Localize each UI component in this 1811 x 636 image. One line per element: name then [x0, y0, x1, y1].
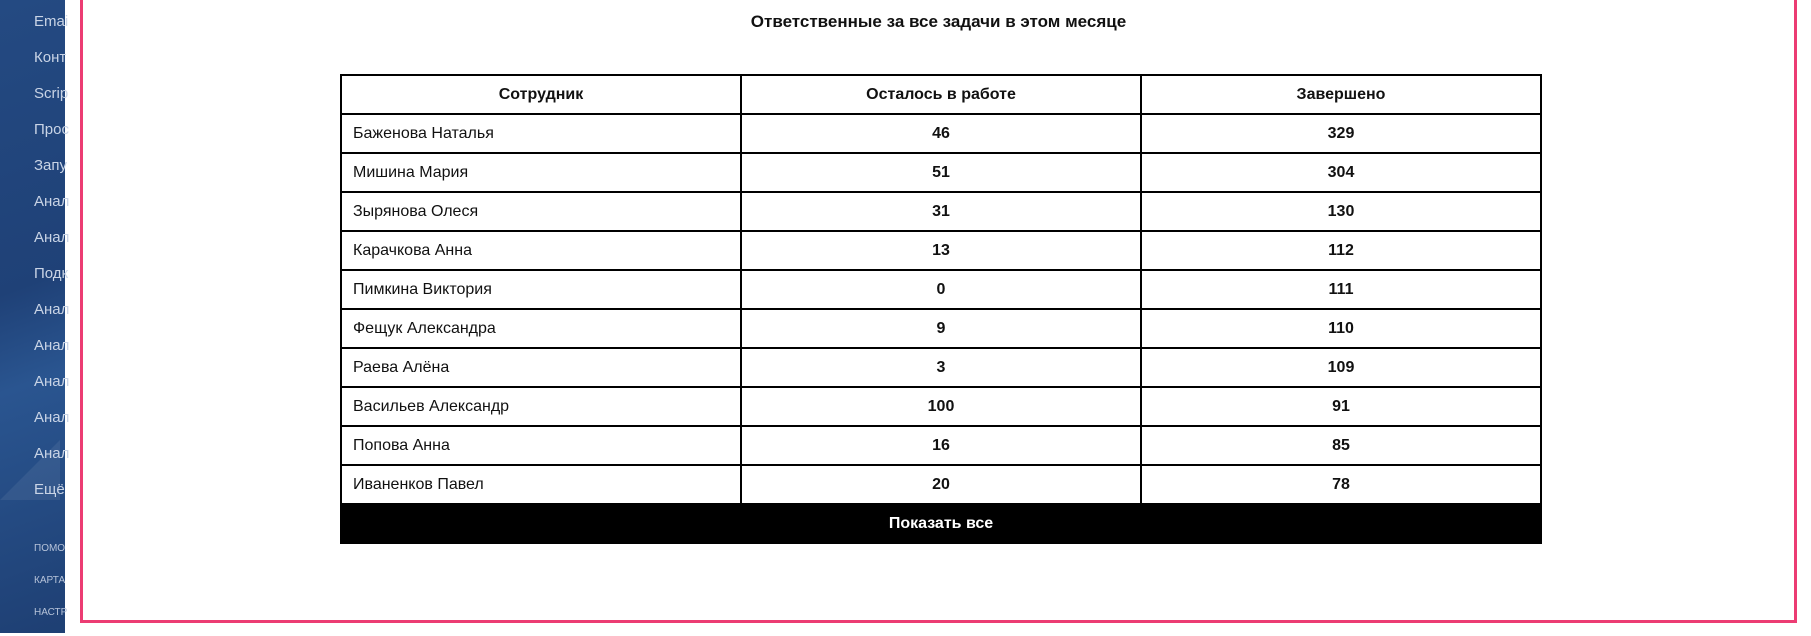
- sidebar-item-contacts[interactable]: Конт: [34, 49, 67, 66]
- done-count: 110: [1141, 309, 1541, 348]
- table-row: [341, 426, 1541, 465]
- table-row: [341, 153, 1541, 192]
- sidebar-menu: [34, 10, 69, 514]
- sidebar-footer-item-settings[interactable]: НАСТР: [34, 607, 68, 618]
- sidebar-item-analytics-7[interactable]: Анал: [34, 445, 70, 462]
- done-count: 304: [1141, 153, 1541, 192]
- employee-name: Раева Алёна: [341, 348, 741, 387]
- sidebar-item-analytics-3[interactable]: Анал: [34, 301, 70, 318]
- sidebar-item-scripts[interactable]: Scrip: [34, 85, 69, 102]
- employee-name: Карачкова Анна: [341, 231, 741, 270]
- employee-name: Иваненков Павел: [341, 465, 741, 504]
- show-all-button[interactable]: Показать все: [341, 504, 1541, 543]
- employee-name: Фещук Александра: [341, 309, 741, 348]
- sidebar-item-analytics-4[interactable]: Анал: [34, 337, 70, 354]
- done-count: 85: [1141, 426, 1541, 465]
- in-work-count: 9: [741, 309, 1141, 348]
- in-work-count: 46: [741, 114, 1141, 153]
- table-row: [341, 270, 1541, 309]
- sidebar-item-analytics-2[interactable]: Анал: [34, 229, 70, 246]
- table-header-row: [341, 75, 1541, 114]
- table-row: [341, 348, 1541, 387]
- report-title: Ответственные за все задачи в этом месяце: [750, 12, 1127, 31]
- done-count: 109: [1141, 348, 1541, 387]
- table-row: [341, 192, 1541, 231]
- table-row: [341, 231, 1541, 270]
- employee-name: Пимкина Виктория: [341, 270, 741, 309]
- sidebar-footer-item-map[interactable]: КАРТА: [34, 575, 66, 586]
- done-count: 78: [1141, 465, 1541, 504]
- sidebar-item-analytics-6[interactable]: Анал: [34, 409, 70, 426]
- employee-name: Зырянова Олеся: [341, 192, 741, 231]
- in-work-count: 100: [741, 387, 1141, 426]
- table-row: [341, 387, 1541, 426]
- table-row: [341, 465, 1541, 504]
- employee-name: Мишина Мария: [341, 153, 741, 192]
- column-header-done: Завершено: [1141, 75, 1541, 114]
- in-work-count: 20: [741, 465, 1141, 504]
- sidebar-item-analytics-1[interactable]: Анал: [34, 193, 70, 210]
- done-count: 130: [1141, 192, 1541, 231]
- column-header-in-work: Осталось в работе: [741, 75, 1141, 114]
- employee-name: Попова Анна: [341, 426, 741, 465]
- sidebar-item-4[interactable]: Прос: [34, 121, 69, 138]
- table-row: [341, 309, 1541, 348]
- sidebar-item-more[interactable]: Ещё: [34, 481, 65, 498]
- report-table: [340, 74, 1542, 544]
- sidebar-item-analytics-5[interactable]: Анал: [34, 373, 70, 390]
- done-count: 112: [1141, 231, 1541, 270]
- in-work-count: 16: [741, 426, 1141, 465]
- employee-name: Баженова Наталья: [341, 114, 741, 153]
- done-count: 329: [1141, 114, 1541, 153]
- in-work-count: 0: [741, 270, 1141, 309]
- sidebar: [0, 0, 70, 633]
- table-row: [341, 114, 1541, 153]
- in-work-count: 31: [741, 192, 1141, 231]
- sidebar-footer-menu: [34, 540, 67, 636]
- done-count: 111: [1141, 270, 1541, 309]
- in-work-count: 51: [741, 153, 1141, 192]
- sidebar-footer-item-help[interactable]: ПОМО: [34, 543, 66, 554]
- show-all-row: [341, 504, 1541, 543]
- sidebar-item-5[interactable]: Запу: [34, 157, 68, 174]
- in-work-count: 13: [741, 231, 1141, 270]
- sidebar-item-8[interactable]: Подк: [34, 265, 69, 282]
- done-count: 91: [1141, 387, 1541, 426]
- in-work-count: 3: [741, 348, 1141, 387]
- sidebar-item-email[interactable]: Emai: [34, 13, 69, 30]
- employee-name: Васильев Александр: [341, 387, 741, 426]
- column-header-employee: Сотрудник: [341, 75, 741, 114]
